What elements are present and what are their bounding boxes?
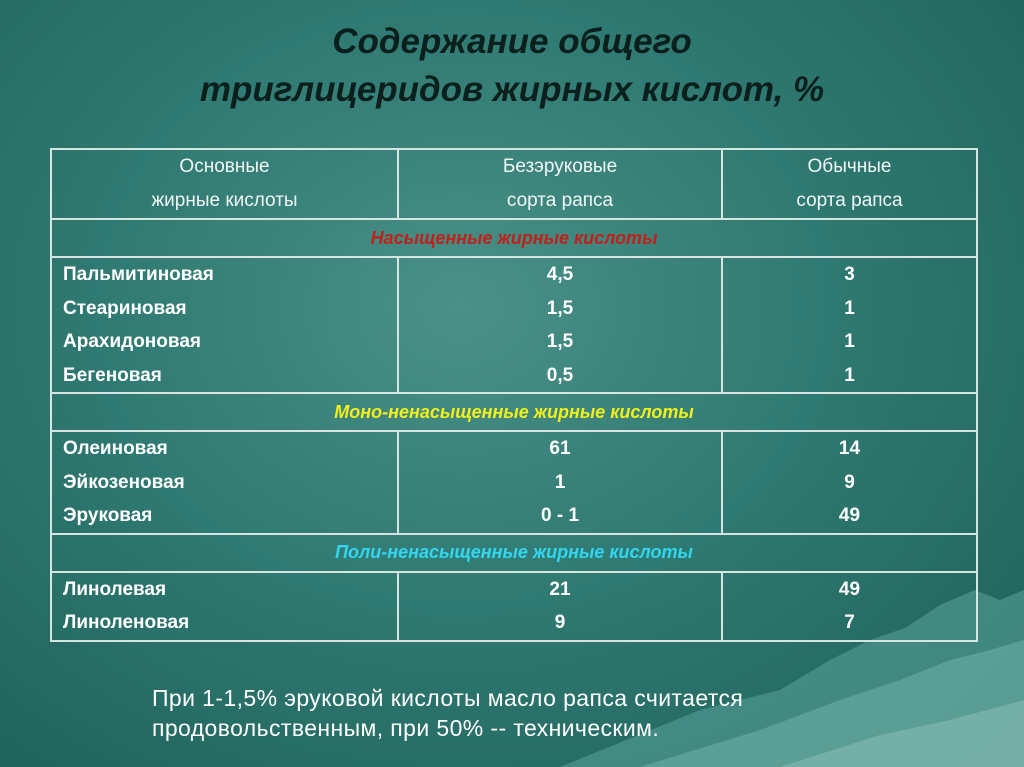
value: 7 (844, 612, 855, 633)
value: 1,5 (546, 297, 574, 319)
title-line-2: триглицеридов жирных кислот, % (199, 70, 825, 109)
acid-name: Арахидоновая (63, 331, 201, 352)
footnote-line-2: продовольственным, при 50% -- техническим. (152, 715, 660, 741)
table-row-group-saturated (51, 257, 977, 393)
slide-title (0, 18, 1024, 114)
value: 9 (844, 471, 855, 493)
value: 3 (844, 264, 855, 285)
acid-name: Линолевая (63, 578, 167, 600)
section-label-mono: Моно-ненасыщенные жирные кислоты (51, 393, 977, 431)
value: 4,5 (546, 264, 574, 285)
regular-values-cell (722, 431, 977, 534)
title-line-1: Содержание общего (332, 22, 692, 61)
value: 1 (844, 297, 855, 319)
value: 0 - 1 (540, 505, 580, 526)
value: 1 (554, 471, 566, 493)
footnote-line-1: При 1-1,5% эруковой кислоты масло рапса считается (152, 685, 744, 711)
section-label-poly: Поли-ненасыщенные жирные кислоты (51, 534, 977, 572)
erucic-free-values-cell (398, 572, 722, 641)
value: 1 (844, 364, 855, 386)
value: 49 (838, 578, 861, 600)
value: 14 (838, 438, 861, 459)
value: 1 (844, 331, 855, 352)
regular-values-cell (722, 257, 977, 393)
value: 21 (549, 578, 571, 600)
table-header-row (51, 149, 977, 219)
value: 61 (549, 438, 571, 459)
acid-name: Эйкозеновая (63, 471, 185, 493)
value: 9 (554, 612, 566, 633)
acid-name: Бегеновая (63, 364, 162, 386)
section-label-saturated: Насыщенные жирные кислоты (51, 219, 977, 257)
section-row-poly (51, 534, 977, 572)
header-regular: Обычные сорта рапса (722, 149, 977, 219)
value: 0,5 (546, 364, 574, 386)
table-row-group-mono (51, 431, 977, 534)
acid-names-cell (51, 431, 398, 534)
acid-name: Пальмитиновая (63, 264, 214, 285)
section-row-saturated (51, 219, 977, 257)
fatty-acids-table (50, 148, 978, 642)
acid-names-cell (51, 572, 398, 641)
header-main-acids: Основные жирные кислоты (51, 149, 398, 219)
erucic-free-values-cell (398, 431, 722, 534)
acid-names-cell (51, 257, 398, 393)
value: 49 (838, 505, 861, 526)
header-erucic-free: Безэруковые сорта рапса (398, 149, 722, 219)
section-row-mono (51, 393, 977, 431)
acid-name: Олеиновая (63, 438, 168, 459)
acid-name: Стеариновая (63, 297, 187, 319)
acid-name: Линоленовая (63, 612, 190, 633)
erucic-free-values-cell (398, 257, 722, 393)
regular-values-cell (722, 572, 977, 641)
footnote (152, 683, 932, 743)
table-row-group-poly (51, 572, 977, 641)
acid-name: Эруковая (63, 505, 153, 526)
value: 1,5 (546, 331, 574, 352)
